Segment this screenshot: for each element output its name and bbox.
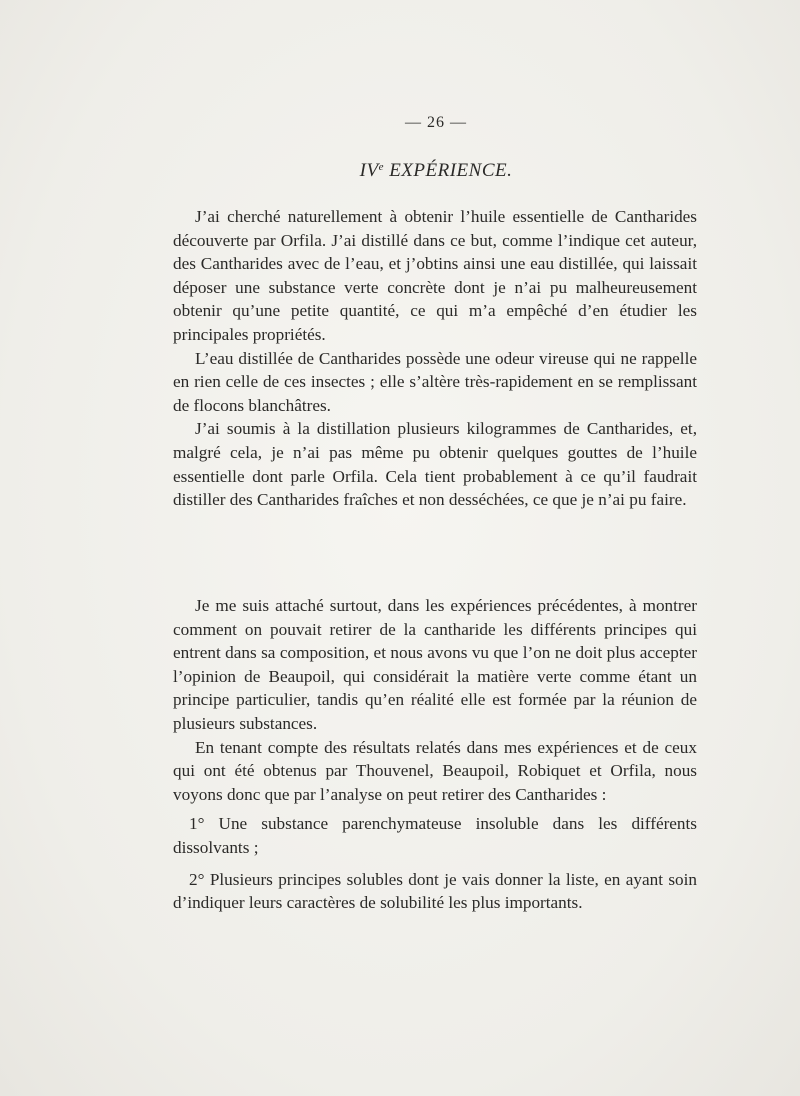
heading-title: EXPÉRIENCE.	[383, 160, 513, 181]
paragraph: L’eau distillée de Cantharides possède une odeur vireuse qui ne rappelle en rien celle de ces insectes ; elle s’altère très-rapidement en se remplissant de flocons blanchâtres.	[173, 348, 697, 415]
conclusion-text	[173, 594, 697, 915]
experiment-text	[173, 205, 697, 512]
paragraph: Je me suis attaché surtout, dans les expériences précédentes, à montrer comment on pouvait retirer de la cantharide les différents principes qui entrent dans sa composition, et nous avons vu que l’on ne doit plus accepter l’opinion de Beaupoil, qui considérait la matière verte comme étant un principe particulier, tandis qu’en réalité elle est formée par la réunion de plusieurs substances.	[173, 596, 697, 733]
section-heading	[0, 160, 800, 182]
paragraph: J’ai soumis à la distillation plusieurs kilogrammes de Cantharides, et, malgré cela, je n’ai pas même pu obtenir quelques gouttes de l’huile essentielle dont parle Orfila. Cela tient probablement à ce qu’il faudrait distiller des Cantharides fraîches et non desséchées, ce que je n’ai pu faire.	[173, 419, 697, 510]
heading-superscript: e	[378, 161, 384, 173]
heading-numeral: IV	[359, 160, 379, 181]
paragraph: En tenant compte des résultats relatés dans mes expériences et de ceux qui ont été obtenus par Thouvenel, Beaupoil, Robiquet et Orfila, nous voyons donc que par l’analyse on peut retirer des Cantharides :	[173, 737, 697, 804]
list-item: 2° Plusieurs principes solubles dont je vais donner la liste, en ayant soin d’indiquer leurs caractères de solubilité les plus importants.	[173, 869, 697, 913]
paragraph: J’ai cherché naturellement à obtenir l’huile essentielle de Cantharides découverte par Orfila. J’ai distillé dans ce but, comme l’indique cet auteur, des Cantharides avec de l’eau, et j’obtins ainsi une eau distillée, qui laissait déposer une substance verte concrète dont je n’ai pu malheureusement obtenir qu’une petite quantité, ce qui m’a empêché d’en étudier les principales propriétés.	[173, 207, 697, 344]
page-number: — 26 —	[405, 114, 467, 131]
list-item: 1° Une substance parenchymateuse insoluble dans les différents dissolvants ;	[173, 814, 697, 857]
